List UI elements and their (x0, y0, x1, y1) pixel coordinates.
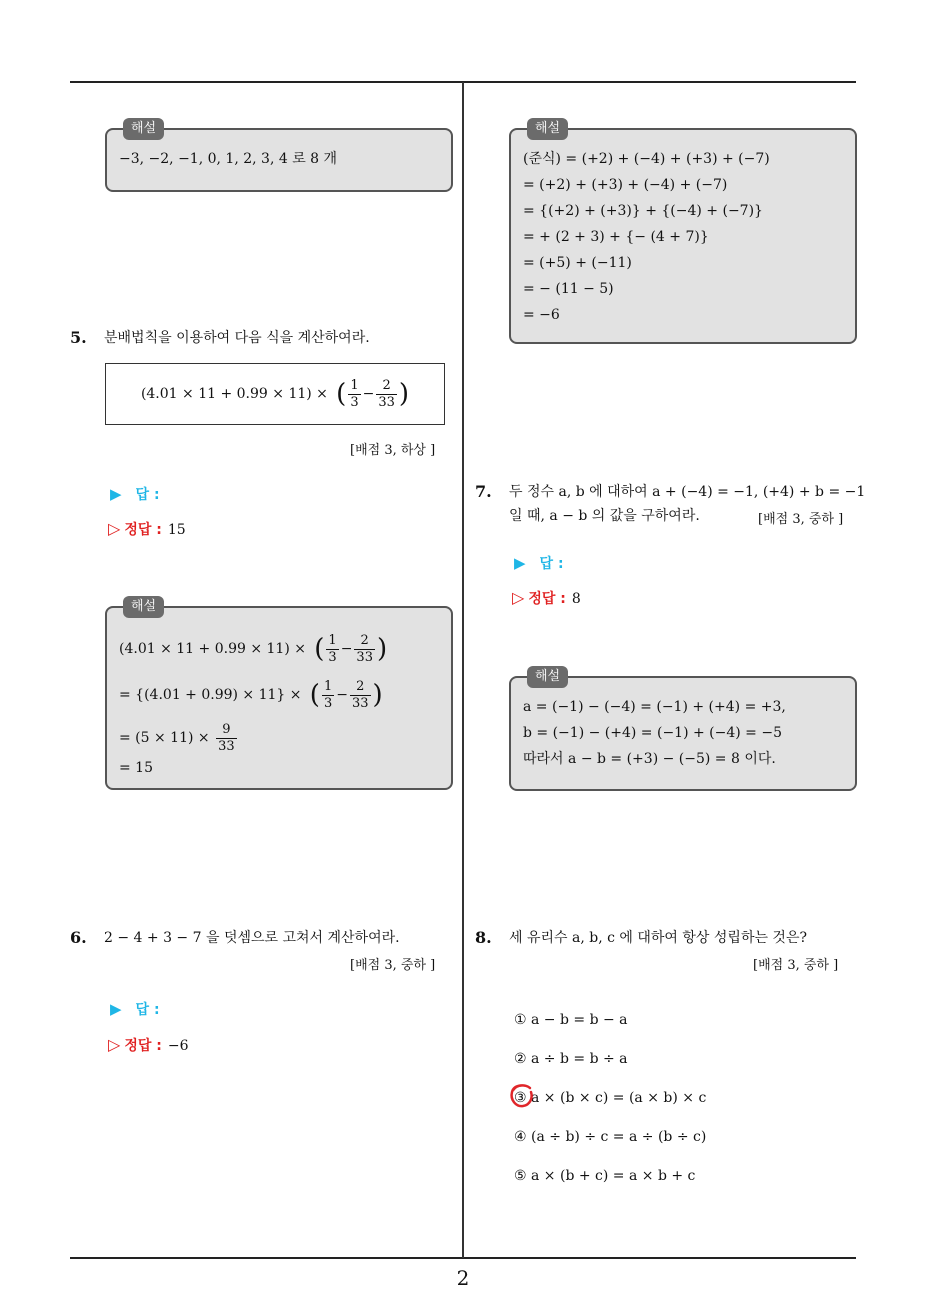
triangle-outline-icon: ▷ (512, 588, 525, 607)
solution-tag: 해설 (123, 596, 164, 618)
score-meta: [배점 3, 중하 ] (350, 958, 436, 973)
correct-label: 정답 : (124, 522, 162, 538)
solution-tag: 해설 (527, 118, 568, 140)
correct-value: −6 (167, 1038, 189, 1054)
solution-line: = (5 × 11) × $\frac{9}{33}$ (119, 721, 235, 754)
solution-line: = − (11 − 5) (523, 281, 614, 297)
answer-mark-circle-icon (508, 1082, 536, 1110)
fraction: $\frac{1}{3}$ (350, 377, 359, 410)
option-5[interactable]: ⑤ a × (b + c) = a × b + c (514, 1168, 696, 1184)
expression-box (105, 363, 445, 425)
answer-label: 답 : (135, 1002, 160, 1018)
play-icon: ▶ (110, 485, 122, 503)
triangle-outline-icon: ▷ (108, 519, 121, 538)
solution-tag: 해설 (123, 118, 164, 140)
solution-box-q4 (105, 121, 453, 192)
answer-row (110, 999, 160, 1019)
correct-value: 8 (571, 591, 581, 607)
solution-line: = {(4.01 + 0.99) × 11} × ( $\frac{1}{3}$ − $\frac{2}{33}$ ) (119, 678, 383, 711)
question-text: 두 정수 a, b 에 대하여 a + (−4) = −1, (+4) + b = −1 (509, 484, 866, 500)
solution-line: b = (−1) − (+4) = (−1) + (−4) = −5 (523, 725, 782, 741)
play-icon: ▶ (514, 554, 526, 572)
question-number: 5. (70, 328, 87, 347)
solution-tag: 해설 (527, 666, 568, 688)
solution-line: = + (2 + 3) + {− (4 + 7)} (523, 229, 709, 245)
question-8 (475, 927, 860, 951)
answer-row (110, 484, 160, 504)
score-meta: [배점 3, 중하 ] (758, 512, 844, 527)
question-number: 8. (475, 928, 492, 947)
correct-answer-row (108, 1035, 188, 1055)
option-3[interactable]: ③ a × (b × c) = (a × b) × c (514, 1090, 707, 1106)
solution-box-q6 (509, 121, 857, 344)
question-text: 세 유리수 a, b, c 에 대하여 항상 성립하는 것은? (509, 930, 807, 946)
question-number: 7. (475, 482, 492, 501)
option-4[interactable]: ④ (a ÷ b) ÷ c = a ÷ (b ÷ c) (514, 1129, 707, 1145)
correct-label: 정답 : (528, 591, 566, 607)
column-divider (462, 82, 464, 1258)
solution-line: = 15 (119, 760, 153, 776)
question-6 (70, 927, 460, 951)
solution-line: −3, −2, −1, 0, 1, 2, 3, 4 로 8 개 (119, 151, 338, 167)
correct-label: 정답 : (124, 1038, 162, 1054)
solution-line: (4.01 × 11 + 0.99 × 11) × ( $\frac{1}{3}$ − $\frac{2}{33}$ ) (119, 632, 388, 665)
question-text: 일 때, a − b 의 값을 구하여라. (509, 508, 700, 524)
expr-left: (4.01 × 11 + 0.99 × 11) × (140, 386, 328, 402)
solution-line: = (+5) + (−11) (523, 255, 632, 271)
solution-box-q5 (105, 599, 453, 790)
correct-answer-row (108, 519, 186, 539)
solution-line: 따라서 a − b = (+3) − (−5) = 8 이다. (523, 751, 776, 767)
page-number: 2 (456, 1266, 470, 1290)
question-text: 2 − 4 + 3 − 7 을 덧셈으로 고쳐서 계산하여라. (104, 930, 400, 946)
solution-box-q7 (509, 669, 857, 791)
solution-line: = −6 (523, 307, 560, 323)
minus-sign: − (362, 386, 375, 402)
triangle-outline-icon: ▷ (108, 1035, 121, 1054)
score-meta: [배점 3, 중하 ] (753, 958, 839, 973)
answer-row (514, 553, 564, 573)
fraction: $\frac{2}{33}$ (378, 377, 395, 410)
score-meta: [배점 3, 하상 ] (350, 443, 436, 458)
correct-answer-row (512, 588, 581, 608)
question-text: 분배법칙을 이용하여 다음 식을 계산하여라. (104, 330, 370, 346)
option-1[interactable]: ① a − b = b − a (514, 1012, 628, 1028)
answer-label: 답 : (135, 487, 160, 503)
option-2[interactable]: ② a ÷ b = b ÷ a (514, 1051, 628, 1067)
solution-line: (준식) = (+2) + (−4) + (+3) + (−7) (523, 151, 770, 167)
paren-close: ) (398, 379, 410, 409)
play-icon: ▶ (110, 1000, 122, 1018)
solution-line: a = (−1) − (−4) = (−1) + (+4) = +3, (523, 699, 786, 715)
paren-open: ( (327, 379, 347, 409)
answer-label: 답 : (539, 556, 564, 572)
question-5 (70, 327, 460, 351)
solution-line: = (+2) + (+3) + (−4) + (−7) (523, 177, 728, 193)
correct-value: 15 (167, 522, 186, 538)
question-number: 6. (70, 928, 87, 947)
solution-line: = {(+2) + (+3)} + {(−4) + (−7)} (523, 203, 763, 219)
